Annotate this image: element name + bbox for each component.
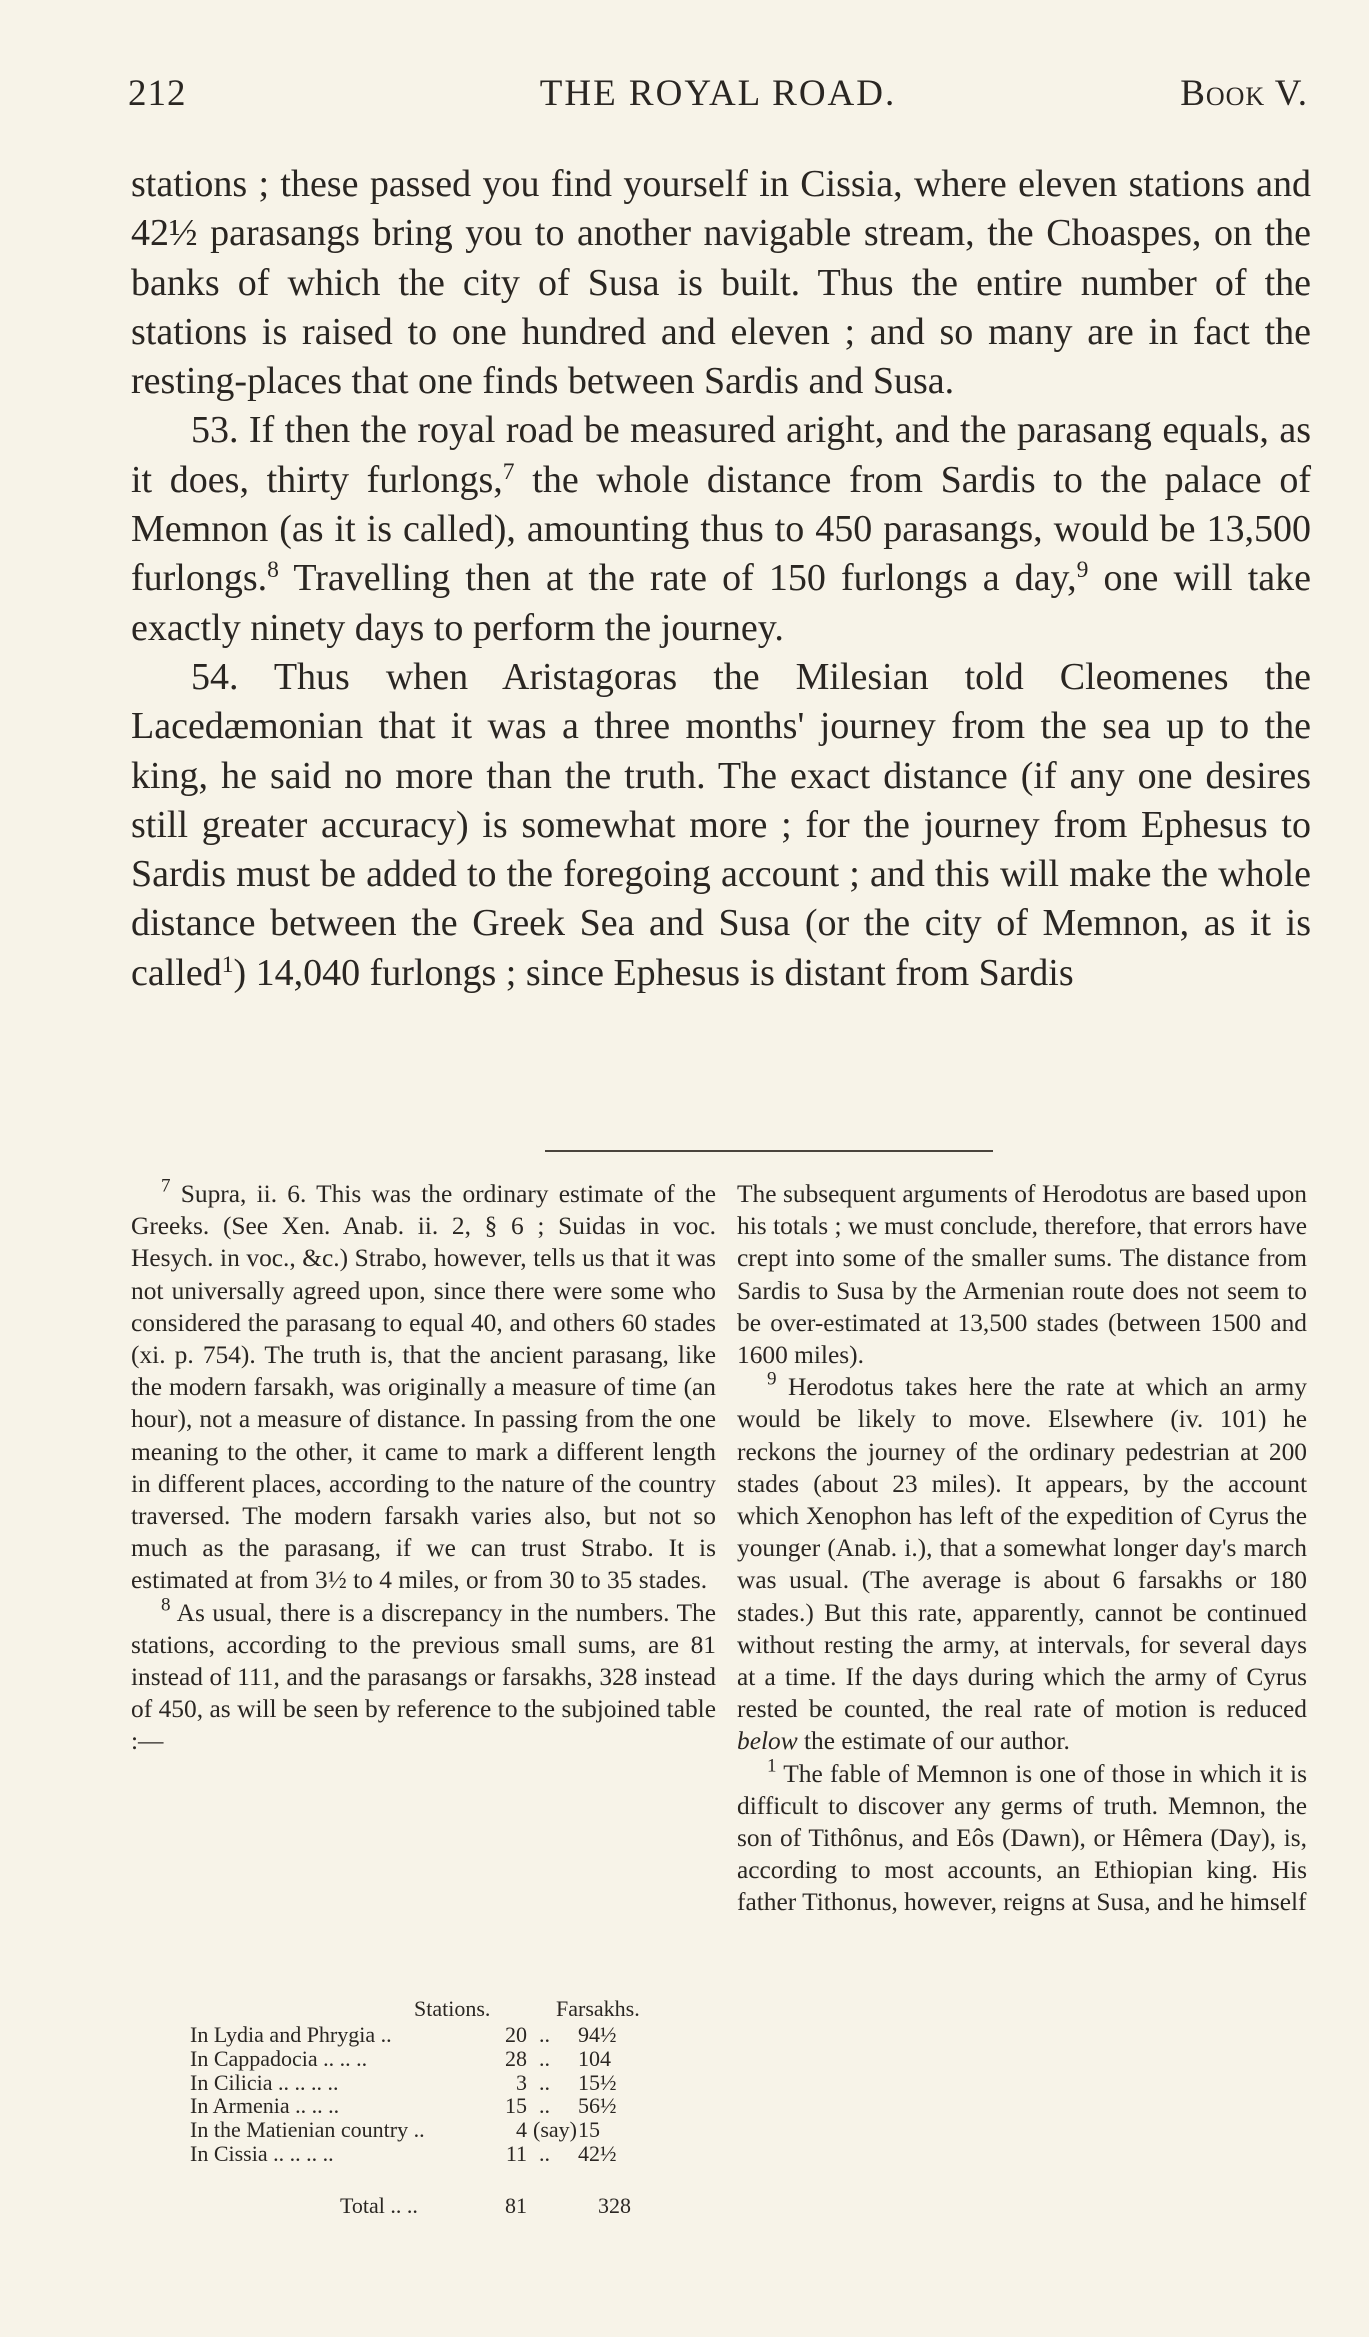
running-head — [128, 72, 1308, 122]
table-row: In Cissia .. .. .. .. 11 .. 42½ — [190, 2140, 617, 2166]
footnote-ref-8: 8 — [267, 557, 279, 584]
footnote-ref-7: 7 — [502, 458, 515, 485]
main-text — [131, 160, 1311, 998]
table-total-row — [190, 2194, 670, 2224]
footnote-ref-1: 1 — [221, 951, 234, 978]
running-title: THE ROYAL ROAD. — [539, 73, 897, 114]
table-row: In the Matienian country .. 4 (say) 15 — [190, 2117, 600, 2143]
footnote-8: $^8$ As usual, there is a discrepancy in the numbers. The stations, according to the previous small sums, are 81 instead of 111, and the parasangs or farsakhs, 328 instead of 450, as will be seen by reference to the subjoined table :— — [131, 1594, 716, 1756]
table-row: In Cappadocia .. .. .. 28 .. 104 — [190, 2045, 611, 2071]
paragraph-stations: stations ; these passed you find yourself in Cissia, where eleven stations and 42½ parasangs bring you to another navigable stream, the Choaspes, on the banks of which the city of Susa is built. Thus the entire number of the stations is raised to one hundred and eleven ; and so many are in fact the resting-places that one finds between Sardis and Susa. — [131, 163, 1311, 403]
footnote-rule — [545, 1150, 993, 1152]
footnote-8-continued: The subsequent arguments of Herodotus are based upon his totals ; we must conclude, therefore, that errors have crept into some of the smaller sums. The distance from Sardis to Susa by the Armenian route does not seem to be over-estimated at 13,500 stades (between 1500 and 1600 miles). — [737, 1180, 1307, 1370]
footnote-ref-9: 9 — [1076, 557, 1089, 584]
table-header — [190, 1997, 670, 2023]
table-row: In Armenia .. .. .. 15 .. 56½ — [190, 2093, 617, 2119]
footnote-7: $^7$ Supra, ii. 6. This was the ordinary estimate of the Greeks. (See Xen. Anab. ii. 2, § 6 ; Suidas in voc. Hesych. in voc., &c.) Strabo, however, tells us that it was not universally agreed upon, since there were some who considered the parasang to equal 40, and others 60 stades (xi. p. 754). The truth is, that the ancient parasang, like the modern farsakh, was originally a measure of time (an hour), not a measure of distance. In passing from the one meaning to the other, it came to mark a different length in different places, according to the nature of the country traversed. The modern farsakh varies also, but not so much as the parasang, if we can trust Strabo. It is estimated at from 3½ to 4 miles, or from 30 to 35 stades. — [131, 1175, 716, 1595]
col-header-stations: Stations. — [414, 1996, 491, 2021]
footnote-9: $^9$ Herodotus takes here the rate at which an army would be likely to move. Elsewhere (iv. 101) he reckons the journey of the ordinary pedestrian at 200 stades (about 23 miles). It appears, by the account which Xenophon has left of the expedition of Cyrus the younger (Anab. i.), that a somewhat longer day's march was usual. (The average is about 6 farsakhs or 180 stades.) But this rate, apparently, cannot be continued without resting the army, at intervals, for several days at a time. If the days during which the army of Cyrus rested be counted, the real rate of motion is reduced below the estimate of our author. — [737, 1368, 1307, 1756]
table-row: In Lydia and Phrygia .. 20 .. 94½ — [190, 2022, 617, 2047]
paragraph-54: 54. Thus when Aristagoras the Milesian told Cleomenes the Lacedæmonian that it was a three months' journey from the sea up to the king, he said no more than the truth. The exact distance (if any one desires still greater accuracy) is somewhat more ; for the journey from Ephesus to Sardis must be added to the foregoing account ; and this will make the whole distance between the Greek Sea and Susa (or the city of Memnon, as it is called$^1$) 14,040 furlongs ; since Ephesus is distant from Sardis — [131, 655, 1311, 994]
total-farsakhs: 328 — [598, 2192, 631, 2218]
col-header-farsakhs: Farsakhs. — [556, 1996, 640, 2021]
book-label: Book V. — [1180, 73, 1308, 114]
footnote-1: $^1$ The fable of Memnon is one of those in which it is difficult to discover any germs of truth. Memnon, the son of Tithônus, and Eôs (Dawn), or Hêmera (Day), is, according to most accounts, an Ethiopian king. His father Tithonus, however, reigns at Susa, and he himself — [737, 1755, 1307, 1917]
footnotes-right-column — [737, 1178, 1307, 1919]
paragraph-53: 53. If then the royal road be measured aright, and the parasang equals, as it does, thirty furlongs,$^7$ the whole distance from Sardis to the palace of Memnon (as it is called), amounting thus to 450 parasangs, would be 13,500 furlongs.$^8$ Travelling then at the rate of 150 furlongs a day,$^9$ one will take exactly ninety days to perform the journey. — [131, 409, 1311, 649]
stations-table — [190, 1997, 670, 2224]
page-number: 212 — [128, 73, 187, 114]
table-row: In Cilicia .. .. .. .. 3 .. 15½ — [190, 2069, 617, 2095]
total-label: Total .. .. — [340, 2192, 418, 2218]
footnotes-left-column — [131, 1175, 716, 1758]
total-stations: 81 — [505, 2192, 527, 2218]
